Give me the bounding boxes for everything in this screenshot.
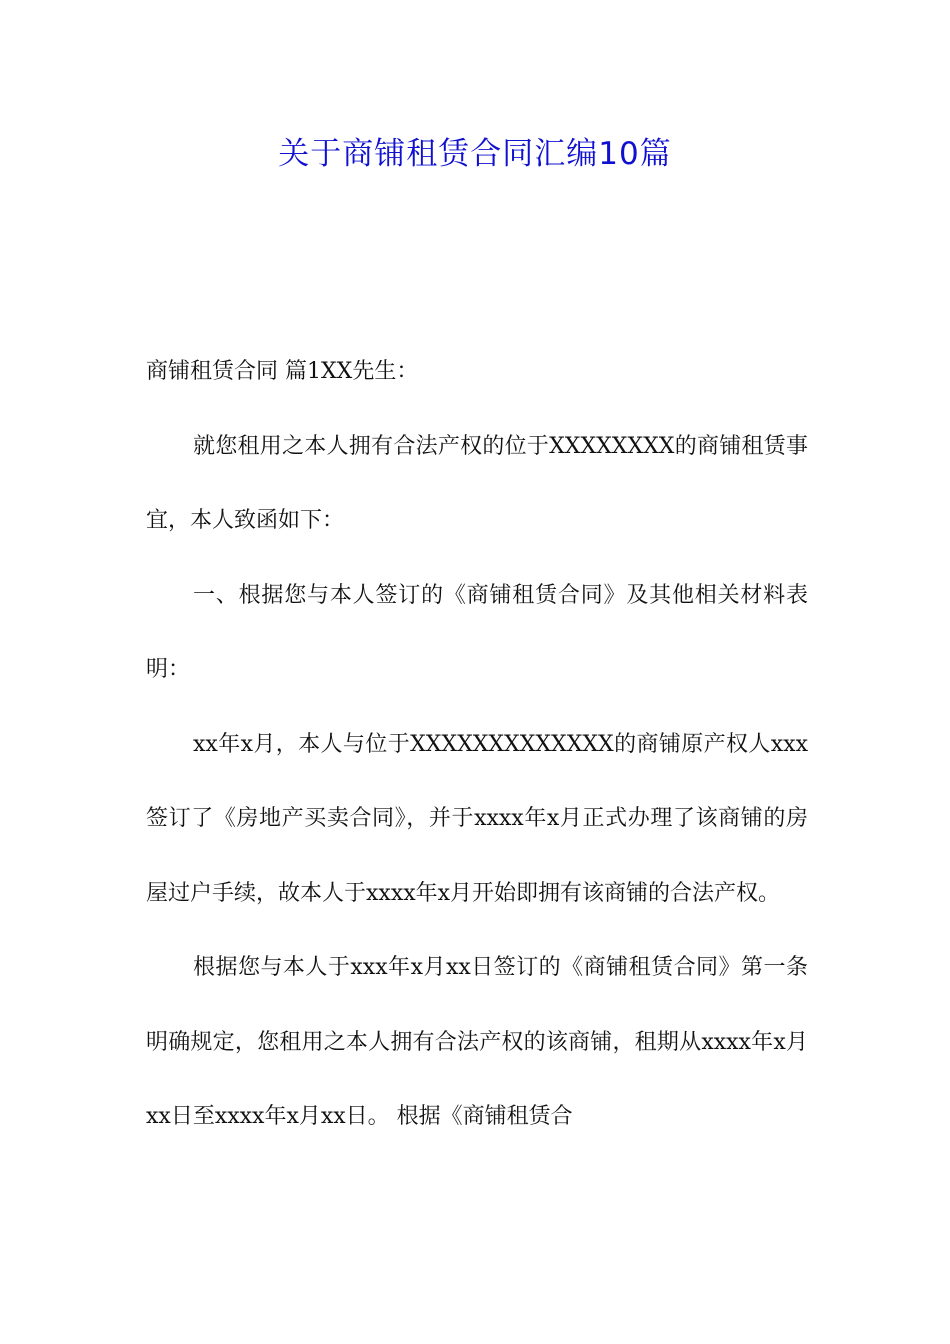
paragraph: 根据您与本人于xxx年x月xx日签订的《商铺租赁合同》第一条明确规定，您租用之本人拥有合法产权的该商铺，租期从xxxx年x月xx日至xxxx年x月xx日。 根据《商铺租赁合	[146, 955, 808, 1129]
paragraph: 一、根据您与本人签订的《商铺租赁合同》及其他相关材料表明：	[146, 582, 808, 682]
paragraph: xx年x月，本人与位于XXXXXXXXXXXXX的商铺原产权人xxx签订了《房地产买卖合同》，并于xxxx年x月正式办理了该商铺的房屋过户手续，故本人于xxxx年x月开始即拥有该商铺的合法产权。	[146, 731, 808, 906]
paragraph-heading: 商铺租赁合同 篇1XX先生：	[146, 359, 419, 384]
document-title: 关于商铺租赁合同汇编10篇	[278, 136, 672, 172]
document-body	[146, 335, 808, 1155]
paragraph: 就您租用之本人拥有合法产权的位于XXXXXXXX的商铺租赁事宜，本人致函如下：	[146, 433, 808, 533]
